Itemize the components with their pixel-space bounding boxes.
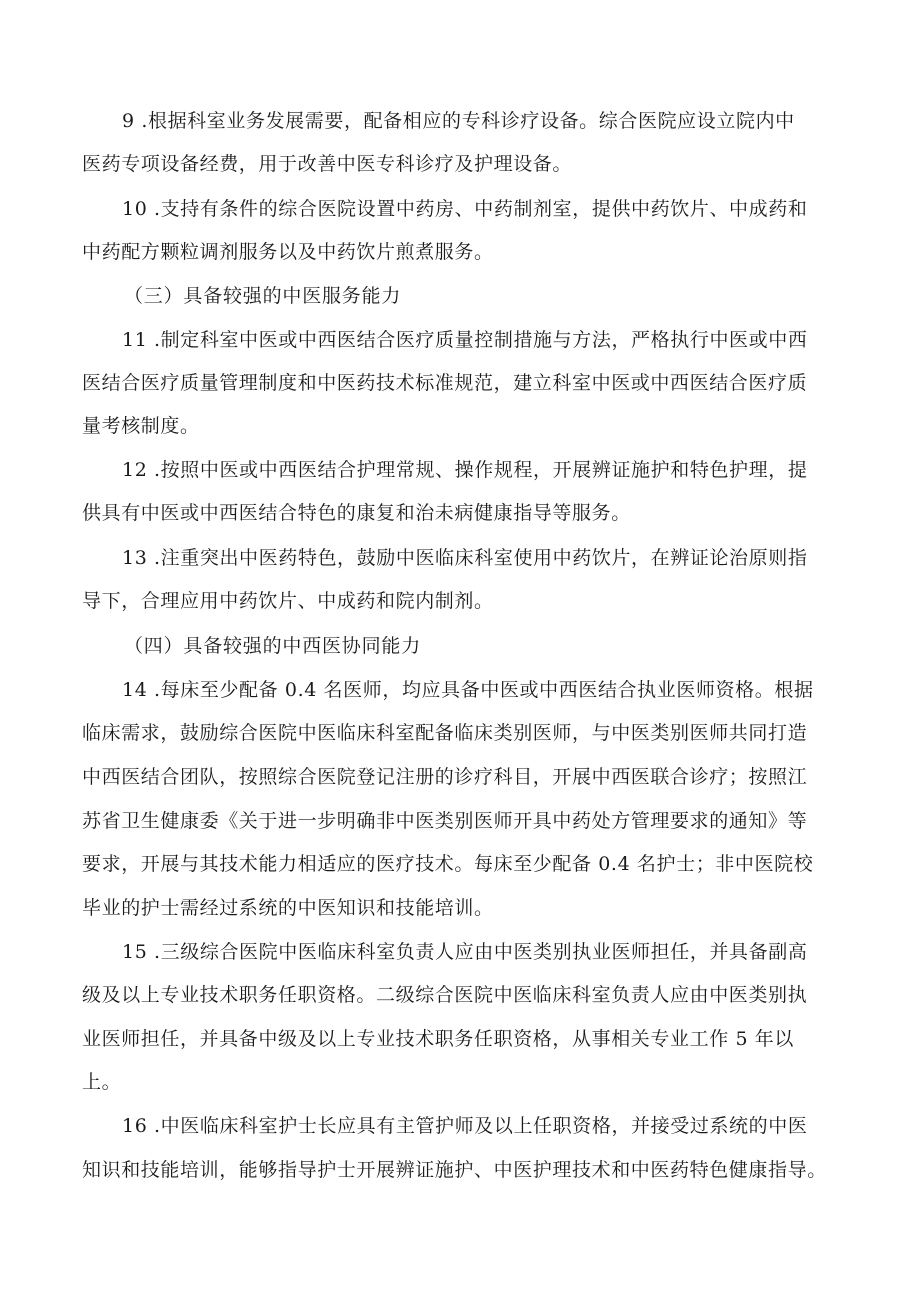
paragraph-14-line-6: 毕业的护士需经过系统的中医知识和技能培训。	[82, 897, 494, 919]
paragraph-9-line-1: 9 .根据科室业务发展需要，配备相应的专科诊疗设备。综合医院应设立院内中	[122, 110, 795, 132]
section-heading-4: （四）具备较强的中西医协同能力	[124, 635, 422, 657]
section-heading-3: （三）具备较强的中医服务能力	[124, 285, 402, 307]
paragraph-11-line-1: 11 .制定科室中医或中西医结合医疗质量控制措施与方法，严格执行中医或中西	[122, 329, 808, 351]
paragraph-11-line-2: 医结合医疗质量管理制度和中医药技术标准规范，建立科室中医或中西医结合医疗质	[82, 372, 808, 394]
paragraph-16-line-2: 知识和技能培训，能够指导护士开展辨证施护、中医护理技术和中医药特色健康指导。	[82, 1159, 827, 1181]
paragraph-15-line-2: 级及以上专业技术职务任职资格。二级综合医院中医临床科室负责人应由中医类别执	[82, 984, 808, 1006]
paragraph-13-line-1: 13 .注重突出中医药特色，鼓励中医临床科室使用中药饮片，在辨证论治原则指	[122, 547, 808, 569]
paragraph-15-line-3: 业医师担任，并具备中级及以上专业技术职务任职资格，从事相关专业工作 5 年以	[82, 1028, 794, 1050]
paragraph-10-line-1: 10 .支持有条件的综合医院设置中药房、中药制剂室，提供中药饮片、中成药和	[122, 198, 808, 220]
paragraph-15-line-1: 15 .三级综合医院中医临床科室负责人应由中医类别执业医师担任，并具备副高	[122, 941, 808, 963]
paragraph-14-line-3: 中西医结合团队，按照综合医院登记注册的诊疗科目，开展中西医联合诊疗；按照江	[82, 766, 808, 788]
paragraph-14-line-4: 苏省卫生健康委《关于进一步明确非中医类别医师开具中药处方管理要求的通知》等	[82, 810, 808, 832]
paragraph-12-line-2: 供具有中医或中西医结合特色的康复和治未病健康指导等服务。	[82, 502, 631, 524]
paragraph-12-line-1: 12 .按照中医或中西医结合护理常规、操作规程，开展辨证施护和特色护理，提	[122, 459, 808, 481]
paragraph-16-line-1: 16 .中医临床科室护士长应具有主管护师及以上任职资格，并接受过系统的中医	[122, 1115, 808, 1137]
paragraph-14-line-1: 14 .每床至少配备 0.4 名医师，均应具备中医或中西医结合执业医师资格。根据	[122, 679, 814, 701]
paragraph-14-line-2: 临床需求，鼓励综合医院中医临床科室配备临床类别医师，与中医类别医师共同打造	[82, 722, 808, 744]
paragraph-9-line-2: 医药专项设备经费，用于改善中医专科诊疗及护理设备。	[82, 153, 573, 175]
paragraph-14-line-5: 要求，开展与其技术能力相适应的医疗技术。每床至少配备 0.4 名护士；非中医院校	[82, 853, 814, 875]
paragraph-15-line-4: 上。	[82, 1071, 122, 1093]
paragraph-10-line-2: 中药配方颗粒调剂服务以及中药饮片煎煮服务。	[82, 241, 494, 263]
paragraph-13-line-2: 导下，合理应用中药饮片、中成药和院内制剂。	[82, 590, 494, 612]
paragraph-11-line-3: 量考核制度。	[82, 415, 200, 437]
